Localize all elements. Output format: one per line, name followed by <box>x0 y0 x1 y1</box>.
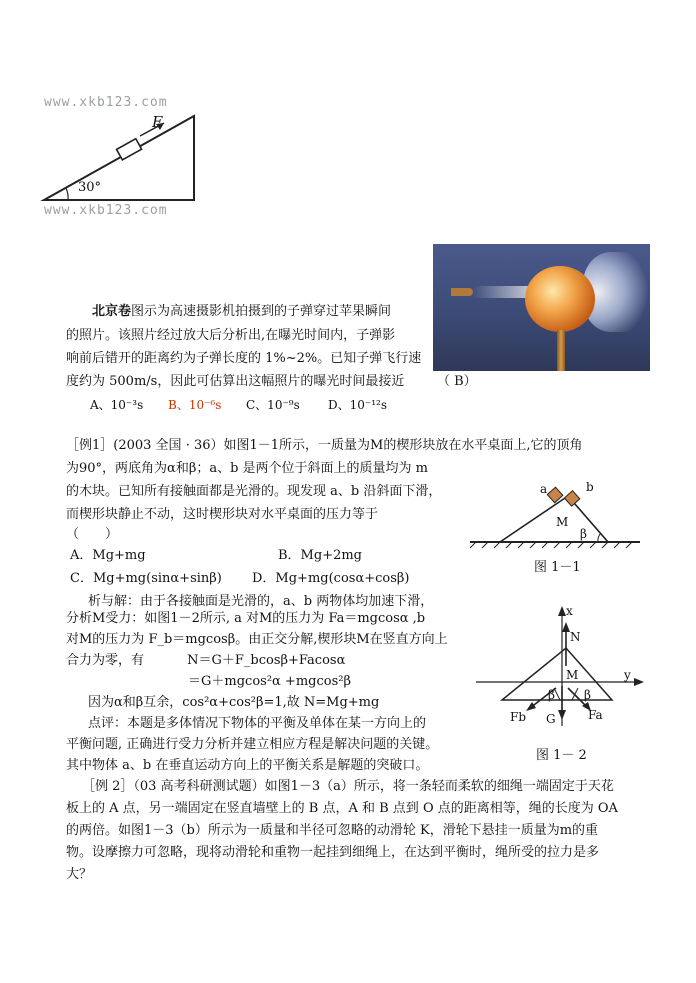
fig1-caption: 图 1－1 <box>534 560 581 575</box>
ex1-option-a: A．Mg+mg <box>70 548 146 563</box>
fig2-caption: 图 1－ 2 <box>536 748 587 763</box>
fig2-label-Fb: Fb <box>510 710 527 724</box>
watermark-bottom: www.xkb123.com <box>44 203 168 218</box>
ex1-line2: 为90°，两底角为α和β；a、b 是两个位于斜面上的质量均为 m <box>66 461 429 476</box>
fig2-label-x: x <box>566 604 573 618</box>
ex1-option-b: B．Mg+2mg <box>278 548 362 563</box>
ex1-analysis-7: 点评：本题是多体情况下物体的平衡及单体在某一方向上的 <box>88 716 427 731</box>
ex1-analysis-9: 其中物体 a、b 在垂直运动方向上的平衡关系是解题的突破口。 <box>66 758 429 773</box>
fig2-label-alpha: β <box>548 688 555 702</box>
ex2-line5: 大？ <box>66 867 93 882</box>
figure-1-2 <box>472 604 648 734</box>
fig2-label-M: M <box>566 668 579 682</box>
beijing-option-b: B、10⁻⁶s <box>168 398 222 412</box>
ex1-analysis-4: 合力为零，有 N＝G＋F_bcosβ+Facosα <box>66 653 346 668</box>
ex2-line1: ［例 2］（03 高考科研测试题）如图1－3（a）所示，将一条轻而柔软的细绳一端固定于天花 <box>82 779 614 794</box>
angle-label: 30° <box>78 180 102 195</box>
beijing-option-c: C、10⁻⁹s <box>246 398 300 412</box>
beijing-option-d: D、10⁻¹²s <box>328 398 388 412</box>
ex1-analysis-1: 析与解：由于各接触面是光滑的，a、b 两物体均加速下滑， <box>88 594 434 609</box>
ex1-line3: 的木块。已知所有接触面都是光滑的。现发现 a、b 沿斜面下滑， <box>66 484 442 499</box>
ex1-option-d: D．Mg+mg(cosα+cosβ) <box>252 571 410 586</box>
beijing-line2: 的照片。该照片经过放大后分析出,在曝光时间内，子弹影 <box>66 328 396 343</box>
ex1-line1: ［例1］(2003 全国 · 36）如图1－1所示，一质量为M的楔形块放在水平桌面上,它的顶角 <box>66 438 583 453</box>
ex2-line3: 的两倍。如图1－3（b）所示为一质量和半径可忽略的动滑轮 K，滑轮下悬挂一质量为m的重 <box>66 823 599 838</box>
block <box>117 139 142 160</box>
ex1-line5: （ ） <box>66 527 119 542</box>
ex1-analysis-3: 对M的压力为 F_b＝mgcosβ。由正交分解,楔形块M在竖直方向上 <box>66 632 448 647</box>
fig1-label-b: b <box>586 480 594 494</box>
beijing-line1: 北京卷图示为高速摄影机拍摄到的子弹穿过苹果瞬间 <box>92 304 392 319</box>
fig1-label-a: a <box>540 482 548 496</box>
beijing-line4: 度约为 500m/s，因此可估算出这幅照片的曝光时间最接近 <box>66 374 405 389</box>
ex1-line4: 而楔形块静止不动，这时楔形块对水平桌面的压力等于 <box>66 507 379 522</box>
figure-1-1 <box>468 478 643 550</box>
fig2-label-y: y <box>624 668 631 682</box>
force-label: F <box>152 113 163 131</box>
beijing-answer: （ B） <box>437 374 477 389</box>
ex1-analysis-2: 分析M受力：如图1－2所示, a 对M的压力为 Fa＝mgcosα ,b <box>66 611 426 626</box>
beijing-lead: 北京卷 <box>92 304 132 319</box>
watermark-top: www.xkb123.com <box>44 95 168 110</box>
incline-figure <box>40 108 200 208</box>
fig1-label-M: M <box>556 515 569 529</box>
fig2-label-beta: β <box>584 688 591 702</box>
fig2-label-Fa: Fa <box>588 708 603 722</box>
ex1-analysis-5: ＝G＋mgcos²α +mgcos²β <box>188 674 351 689</box>
apple-image <box>525 266 595 332</box>
fig2-label-G: G <box>546 712 556 726</box>
beijing-line3: 响前后错开的距离约为子弹长度的 1%~2%。已知子弹飞行速 <box>66 351 422 366</box>
ex2-line4: 物。设摩擦力可忽略，现将动滑轮和重物一起挂到细绳上，在达到平衡时，绳所受的拉力是多 <box>66 845 600 860</box>
bullet-apple-photo <box>433 244 650 371</box>
ex1-option-c: C．Mg+mg(sinα+sinβ) <box>70 571 222 586</box>
ex1-analysis-6: 因为α和β互余，cos²α+cos²β=1,故 N=Mg+mg <box>88 695 380 710</box>
fig2-label-N: N <box>570 630 581 644</box>
fig1-label-beta: β <box>580 527 587 541</box>
bullet-image <box>451 288 473 296</box>
ex1-analysis-8: 平衡问题, 正确进行受力分析并建立相应方程是解决问题的关键。 <box>66 737 439 752</box>
beijing-option-a: A、10⁻³s <box>90 398 144 412</box>
ex2-line2: 板上的 A 点，另一端固定在竖直墙壁上的 B 点，A 和 B 点到 O 点的距离相等，绳的长度为 OA <box>66 801 618 816</box>
